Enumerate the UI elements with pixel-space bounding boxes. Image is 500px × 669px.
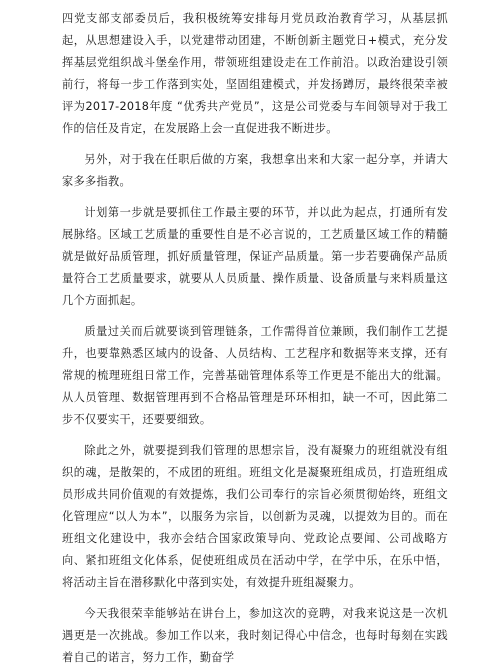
paragraph-3: 计划第一步就是要抓住工作最主要的环节，并以此为起点，打通所有发展脉络。区域工艺质量的重要性自是不必言说的，工艺质量区域工作的精髓就是做好品质管理，抓好质量管理，保证产品质量。第一步若要确保产品质量符合工艺质量要求，就要从人员质量、操作质量、设备质量与来料质量这几个方面抓起。: [62, 206, 448, 307]
paragraph-5: 除此之外，就要提到我们管理的思想宗旨，没有凝聚力的班组就没有组织的魂，是散架的，不成团的班组。班组文化是凝聚班组成员，打造班组成员形成共同价值观的有效提炼，我们公司奉行的宗旨必须贯彻始终，班组文化管理应“以人为本”，以服务为宗旨，以创新为灵魂，以提效为目的。而在班组文化建设中，我亦会结合国家政策导向、党政论点要闻、公司战略方向、紧扣班组文化体系，促使班组成员在活动中学，在学中乐，在乐中悟，将活动主旨在潜移默化中落到实处，有效提升班组凝聚力。: [62, 444, 448, 589]
paragraph-6: 今天我很荣幸能够站在讲台上，参加这次的竞聘，对我来说这是一次机遇更是一次挑战。参加工作以来，我时刻记得心中信念，也每时每刻在实践着自己的诺言，努力工作，勤奋学: [62, 607, 448, 664]
paragraph-1: 四党支部支部委员后，我积极统筹安排每月党员政治教育学习，从基层抓起，从思想建设入手，以党建带动团建，不断创新主题党日+模式，充分发挥基层党组织战斗堡垒作用，带领班组建设走在工作前沿。以政治建设引领前行，将每一步工作落到实处，坚固组建模式，并发扬蹲厉，最终很荣幸被评为2017-2018年度 “优秀共产党员”，这是公司党委与车间领导对于我工作的信任及肯定，在发展路上会一直促进我不断进步。: [62, 12, 448, 135]
paragraph-2: 另外，对于我在任职后做的方案，我想拿出来和大家一起分享，并请大家多多指教。: [62, 153, 448, 188]
paragraph-4: 质量过关而后就要谈到管理链条，工作需得首位兼顾，我们制作工艺提升，也要靠熟悉区域内的设备、人员结构、工艺程序和数据等来支撑，还有常规的梳理班组日常工作，完善基础管理体系等工作更是不能出大的纰漏。从人员管理、数据管理再到不合格品管理是环环相扣，缺一不可，因此第二步不仅要实干，还要要细致。: [62, 325, 448, 426]
